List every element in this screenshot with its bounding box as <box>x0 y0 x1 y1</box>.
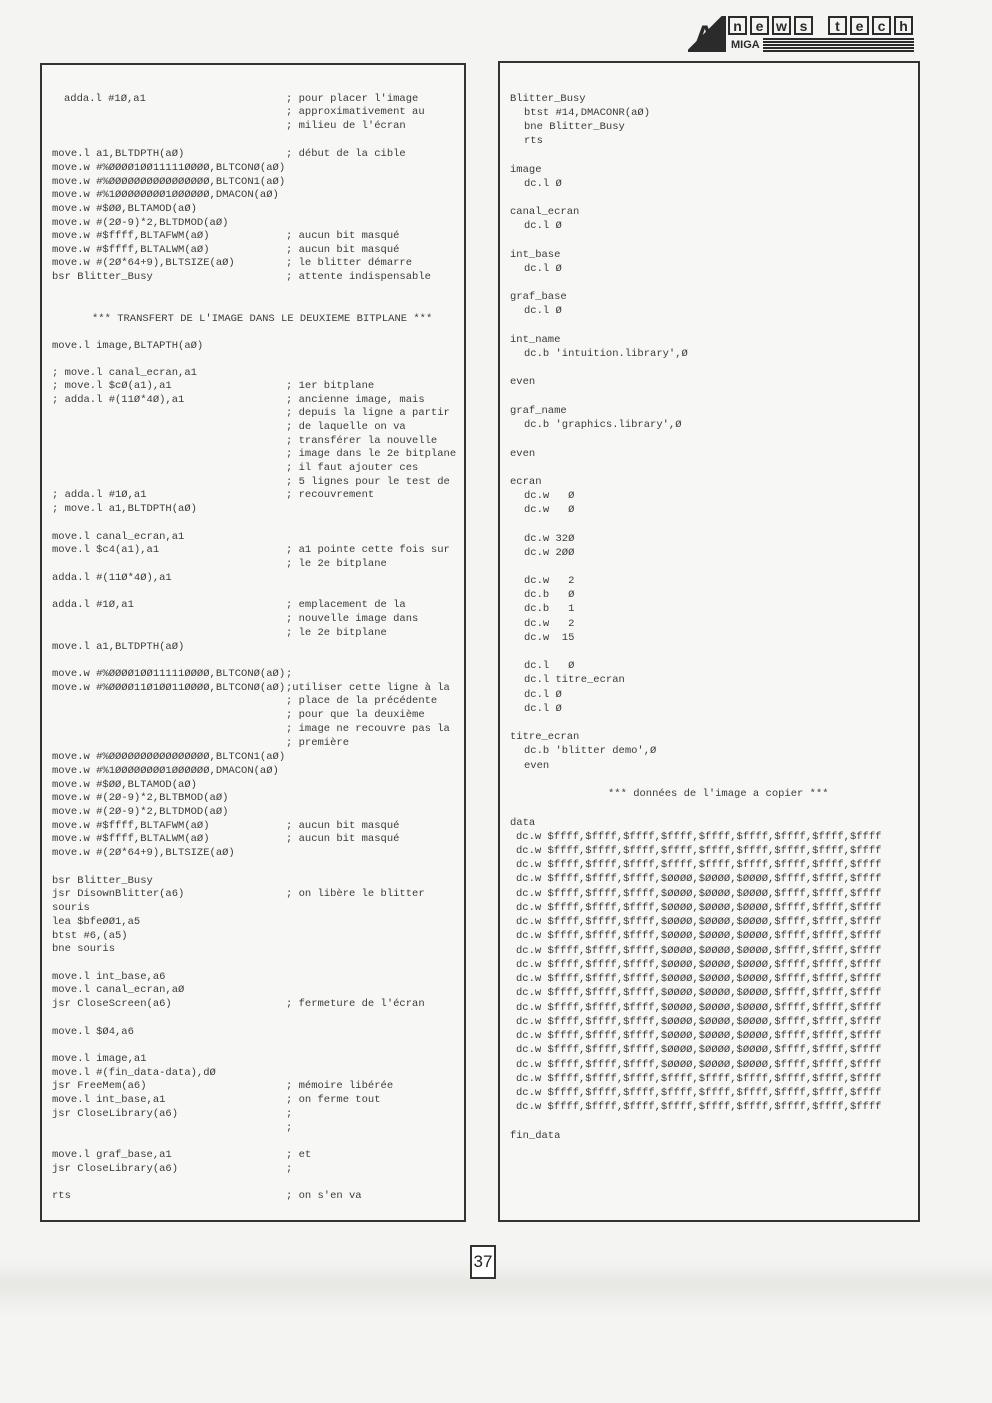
code-line: dc.w 32Ø <box>524 533 575 545</box>
code-comment: ; aucun bit masqué <box>286 230 400 242</box>
code-line: souris <box>52 902 90 914</box>
code-line: bsr Blitter_Busy <box>52 271 153 283</box>
code-line: move.w #$ØØ,BLTAMOD(aØ) <box>52 779 197 791</box>
news-tech-logo <box>688 14 916 54</box>
logo-letter: n <box>728 16 747 35</box>
logo-letter: e <box>850 16 869 35</box>
code-line: dc.w Ø <box>524 504 575 516</box>
code-line: adda.l #(11Ø*4Ø),a1 <box>52 572 172 584</box>
code-comment: ; aucun bit masqué <box>286 244 400 256</box>
code-line: move.l canal_ecran,a1 <box>52 531 185 543</box>
code-comment: ; il faut ajouter ces <box>286 462 419 474</box>
code-line: dc.l Ø <box>524 703 562 715</box>
code-line: move.w #$ffff,BLTAFWM(aØ) <box>52 820 210 832</box>
code-line: move.w #$ØØ,BLTAMOD(aØ) <box>52 203 197 215</box>
code-line: dc.l titre_ecran <box>524 674 625 686</box>
code-comment: ; image ne recouvre pas la <box>286 723 450 735</box>
code-line: ; adda.l #(11Ø*4Ø),a1 <box>52 394 185 406</box>
code-line: dc.w $ffff,$ffff,$ffff,$ØØØØ,$ØØØØ,$ØØØØ,$ffff,$ffff,$ffff <box>516 873 882 885</box>
logo-letters <box>728 16 913 35</box>
code-comment: ; première <box>286 737 350 749</box>
code-comment: ; transférer la nouvelle <box>286 435 438 447</box>
code-line: *** données de l'image a copier *** <box>608 788 829 800</box>
code-line: dc.w $ffff,$ffff,$ffff,$ØØØØ,$ØØØØ,$ØØØØ,$ffff,$ffff,$ffff <box>516 1016 882 1028</box>
code-line: dc.l Ø <box>524 660 575 672</box>
code-comment: ; <box>286 1108 293 1120</box>
code-line: dc.b 'intuition.library',Ø <box>524 348 688 360</box>
code-line: dc.w 2 <box>524 618 575 630</box>
code-line: move.w #%ØØØØØØØØØØØØØØØØ,BLTCON1(aØ) <box>52 176 286 188</box>
code-comment: ; <box>286 1163 293 1175</box>
code-comment: ; a1 pointe cette fois sur <box>286 544 450 556</box>
code-line: jsr DisownBlitter(a6) <box>52 888 185 900</box>
code-line: move.w #%1ØØØØØØØØ1ØØØØØØ,DMACON(aØ) <box>52 189 279 201</box>
code-comment: ; ancienne image, mais <box>286 394 425 406</box>
code-comment: ; 5 lignes pour le test de <box>286 476 450 488</box>
code-line: dc.w 15 <box>524 632 575 644</box>
code-line: bsr Blitter_Busy <box>52 875 153 887</box>
logo-letter: e <box>750 16 769 35</box>
code-line: btst #14,DMACONR(aØ) <box>524 107 651 119</box>
code-line: dc.w $ffff,$ffff,$ffff,$ØØØØ,$ØØØØ,$ØØØØ,$ffff,$ffff,$ffff <box>516 902 882 914</box>
code-comment: ; le 2e bitplane <box>286 627 387 639</box>
code-line: dc.w $ffff,$ffff,$ffff,$ØØØØ,$ØØØØ,$ØØØØ,$ffff,$ffff,$ffff <box>516 930 882 942</box>
code-line: ecran <box>510 476 542 488</box>
code-line: move.l $Ø4,a6 <box>52 1026 134 1038</box>
logo-letter: t <box>828 16 847 35</box>
code-line: ; move.l a1,BLTDPTH(aØ) <box>52 503 197 515</box>
code-line: titre_ecran <box>510 731 580 743</box>
code-line: dc.w $ffff,$ffff,$ffff,$ffff,$ffff,$ffff,$ffff,$ffff,$ffff <box>516 1073 882 1085</box>
code-comment: ; on libère le blitter <box>286 888 425 900</box>
code-line: image <box>510 164 542 176</box>
page-number: 37 <box>470 1245 496 1279</box>
code-line: dc.w $ffff,$ffff,$ffff,$ØØØØ,$ØØØØ,$ØØØØ,$ffff,$ffff,$ffff <box>516 987 882 999</box>
code-line: fin_data <box>510 1130 561 1142</box>
code-line: dc.b 'graphics.library',Ø <box>524 419 682 431</box>
code-line: move.w #%ØØØØ1ØØ11111ØØØØ,BLTCONØ(aØ) <box>52 668 286 680</box>
code-line: move.l int_base,a1 <box>52 1094 166 1106</box>
code-comment: ;utiliser cette ligne à la <box>286 682 450 694</box>
code-line: move.l graf_base,a1 <box>52 1149 172 1161</box>
right-code-panel <box>498 61 920 1222</box>
code-comment: ; mémoire libérée <box>286 1080 394 1092</box>
code-line: int_base <box>510 249 561 261</box>
code-line: move.l image,a1 <box>52 1053 147 1065</box>
code-comment: ; image dans le 2e bitplane <box>286 448 457 460</box>
code-line: dc.b Ø <box>524 589 575 601</box>
code-line: dc.w 2ØØ <box>524 547 575 559</box>
code-line: dc.w $ffff,$ffff,$ffff,$ffff,$ffff,$ffff,$ffff,$ffff,$ffff <box>516 859 882 871</box>
code-comment: ; et <box>286 1149 312 1161</box>
code-line: rts <box>524 135 543 147</box>
code-line: move.w #%ØØØØØØØØØØØØØØØØ,BLTCON1(aØ) <box>52 751 286 763</box>
code-line: move.w #%ØØØØ1ØØ11111ØØØØ,BLTCONØ(aØ) <box>52 162 286 174</box>
logo-letter: c <box>872 16 891 35</box>
code-line: dc.w $ffff,$ffff,$ffff,$ffff,$ffff,$ffff,$ffff,$ffff,$ffff <box>516 1087 882 1099</box>
code-line: dc.w $ffff,$ffff,$ffff,$ØØØØ,$ØØØØ,$ØØØØ,$ffff,$ffff,$ffff <box>516 945 882 957</box>
logo-letter: h <box>894 16 913 35</box>
code-line: dc.l Ø <box>524 263 562 275</box>
code-line: dc.w $ffff,$ffff,$ffff,$ØØØØ,$ØØØØ,$ØØØØ,$ffff,$ffff,$ffff <box>516 1044 882 1056</box>
code-line: bne souris <box>52 943 116 955</box>
code-line: ; move.l canal_ecran,a1 <box>52 367 197 379</box>
code-comment: ; emplacement de la <box>286 599 406 611</box>
code-line: dc.l Ø <box>524 178 562 190</box>
page-shadow <box>0 1260 992 1320</box>
logo-letter: w <box>772 16 791 35</box>
code-line: adda.l #1Ø,a1 <box>64 93 146 105</box>
code-line: move.w #%ØØØØ11Ø1ØØ11ØØØØ,BLTCONØ(aØ) <box>52 682 286 694</box>
code-line: canal_ecran <box>510 206 580 218</box>
code-line: ; move.l $cØ(a1),a1 <box>52 380 172 392</box>
code-line: move.w #(2Ø*64+9),BLTSIZE(aØ) <box>52 847 235 859</box>
code-line: dc.l Ø <box>524 305 562 317</box>
code-line: bne Blitter_Busy <box>524 121 625 133</box>
code-line: move.l int_base,a6 <box>52 971 166 983</box>
code-line: even <box>510 376 536 388</box>
code-comment: ; depuis la ligne a partir <box>286 407 450 419</box>
code-comment: ; de laquelle on va <box>286 421 406 433</box>
code-line: btst #6,(a5) <box>52 930 128 942</box>
code-line: dc.w $ffff,$ffff,$ffff,$ffff,$ffff,$ffff,$ffff,$ffff,$ffff <box>516 845 882 857</box>
code-line: graf_base <box>510 291 567 303</box>
code-comment: ; on s'en va <box>286 1190 362 1202</box>
code-line: Blitter_Busy <box>510 93 586 105</box>
code-comment: ; début de la cible <box>286 148 406 160</box>
code-line: data <box>510 817 536 829</box>
code-line: dc.w $ffff,$ffff,$ffff,$ØØØØ,$ØØØØ,$ØØØØ,$ffff,$ffff,$ffff <box>516 888 882 900</box>
code-comment: ; aucun bit masqué <box>286 833 400 845</box>
code-comment: ; nouvelle image dans <box>286 613 419 625</box>
code-line: lea $bfeØØ1,a5 <box>52 916 141 928</box>
code-line: dc.w $ffff,$ffff,$ffff,$ffff,$ffff,$ffff,$ffff,$ffff,$ffff <box>516 1101 882 1113</box>
code-comment: ; pour que la deuxième <box>286 709 425 721</box>
code-comment: ; le 2e bitplane <box>286 558 387 570</box>
code-line: dc.w $ffff,$ffff,$ffff,$ØØØØ,$ØØØØ,$ØØØØ,$ffff,$ffff,$ffff <box>516 1002 882 1014</box>
code-line: move.l image,BLTAPTH(aØ) <box>52 340 204 352</box>
amiga-a-mark: A <box>688 16 726 52</box>
code-comment: ; <box>286 1122 293 1134</box>
code-line: move.w #(2Ø-9)*2,BLTDMOD(aØ) <box>52 217 229 229</box>
code-line: dc.w $ffff,$ffff,$ffff,$ØØØØ,$ØØØØ,$ØØØØ,$ffff,$ffff,$ffff <box>516 973 882 985</box>
code-line: move.l a1,BLTDPTH(aØ) <box>52 148 185 160</box>
code-comment: ; pour placer l'image <box>286 93 419 105</box>
code-line: int_name <box>510 334 561 346</box>
code-comment: ; fermeture de l'écran <box>286 998 425 1010</box>
code-line: move.w #(2Ø*64+9),BLTSIZE(aØ) <box>52 257 235 269</box>
code-comment: ; attente indispensable <box>286 271 431 283</box>
code-line: dc.w Ø <box>524 490 575 502</box>
code-line: move.w #$ffff,BLTAFWM(aØ) <box>52 230 210 242</box>
code-line: dc.w $ffff,$ffff,$ffff,$ØØØØ,$ØØØØ,$ØØØØ,$ffff,$ffff,$ffff <box>516 916 882 928</box>
code-comment: ; place de la précédente <box>286 695 438 707</box>
code-line: dc.w $ffff,$ffff,$ffff,$ØØØØ,$ØØØØ,$ØØØØ,$ffff,$ffff,$ffff <box>516 1059 882 1071</box>
code-line: dc.b 1 <box>524 603 575 615</box>
code-line: adda.l #1Ø,a1 <box>52 599 134 611</box>
code-line: move.l $c4(a1),a1 <box>52 544 160 556</box>
code-line: jsr FreeMem(a6) <box>52 1080 147 1092</box>
code-comment: ; on ferme tout <box>286 1094 381 1106</box>
code-line: move.w #$ffff,BLTALWM(aØ) <box>52 833 210 845</box>
code-line: move.l a1,BLTDPTH(aØ) <box>52 641 185 653</box>
code-comment: ; aucun bit masqué <box>286 820 400 832</box>
logo-subtitle: MIGA <box>728 38 763 52</box>
code-line: move.w #(2Ø-9)*2,BLTDMOD(aØ) <box>52 806 229 818</box>
left-code-panel <box>40 63 466 1222</box>
code-comment: ; le blitter démarre <box>286 257 413 269</box>
code-line: move.w #%1ØØØØØØØØ1ØØØØØØ,DMACON(aØ) <box>52 765 279 777</box>
code-comment: ; approximativement au <box>286 106 425 118</box>
code-comment: ; 1er bitplane <box>286 380 375 392</box>
code-line: even <box>510 448 536 460</box>
code-line: dc.b 'blitter demo',Ø <box>524 745 657 757</box>
code-line: jsr CloseLibrary(a6) <box>52 1108 179 1120</box>
code-line: jsr CloseScreen(a6) <box>52 998 172 1010</box>
code-line: move.w #$ffff,BLTALWM(aØ) <box>52 244 210 256</box>
code-line: even <box>524 760 550 772</box>
code-line: jsr CloseLibrary(a6) <box>52 1163 179 1175</box>
code-line: dc.w 2 <box>524 575 575 587</box>
code-comment: ; <box>286 668 293 680</box>
code-line: rts <box>52 1190 71 1202</box>
code-comment: ; milieu de l'écran <box>286 120 406 132</box>
code-line: *** TRANSFERT DE L'IMAGE DANS LE DEUXIEME BITPLANE *** <box>92 313 433 325</box>
code-line: move.w #(2Ø-9)*2,BLTBMOD(aØ) <box>52 792 229 804</box>
code-line: dc.w $ffff,$ffff,$ffff,$ffff,$ffff,$ffff,$ffff,$ffff,$ffff <box>516 831 882 843</box>
code-line: dc.w $ffff,$ffff,$ffff,$ØØØØ,$ØØØØ,$ØØØØ,$ffff,$ffff,$ffff <box>516 959 882 971</box>
code-line: dc.l Ø <box>524 220 562 232</box>
code-line: graf_name <box>510 405 567 417</box>
code-line: move.l canal_ecran,aØ <box>52 984 185 996</box>
code-comment: ; recouvrement <box>286 489 375 501</box>
code-line: ; adda.l #1Ø,a1 <box>52 489 147 501</box>
logo-gap <box>816 16 825 35</box>
logo-letter: s <box>794 16 813 35</box>
code-line: move.l #(fin_data-data),dØ <box>52 1067 216 1079</box>
code-line: dc.l Ø <box>524 689 562 701</box>
code-line: dc.w $ffff,$ffff,$ffff,$ØØØØ,$ØØØØ,$ØØØØ,$ffff,$ffff,$ffff <box>516 1030 882 1042</box>
